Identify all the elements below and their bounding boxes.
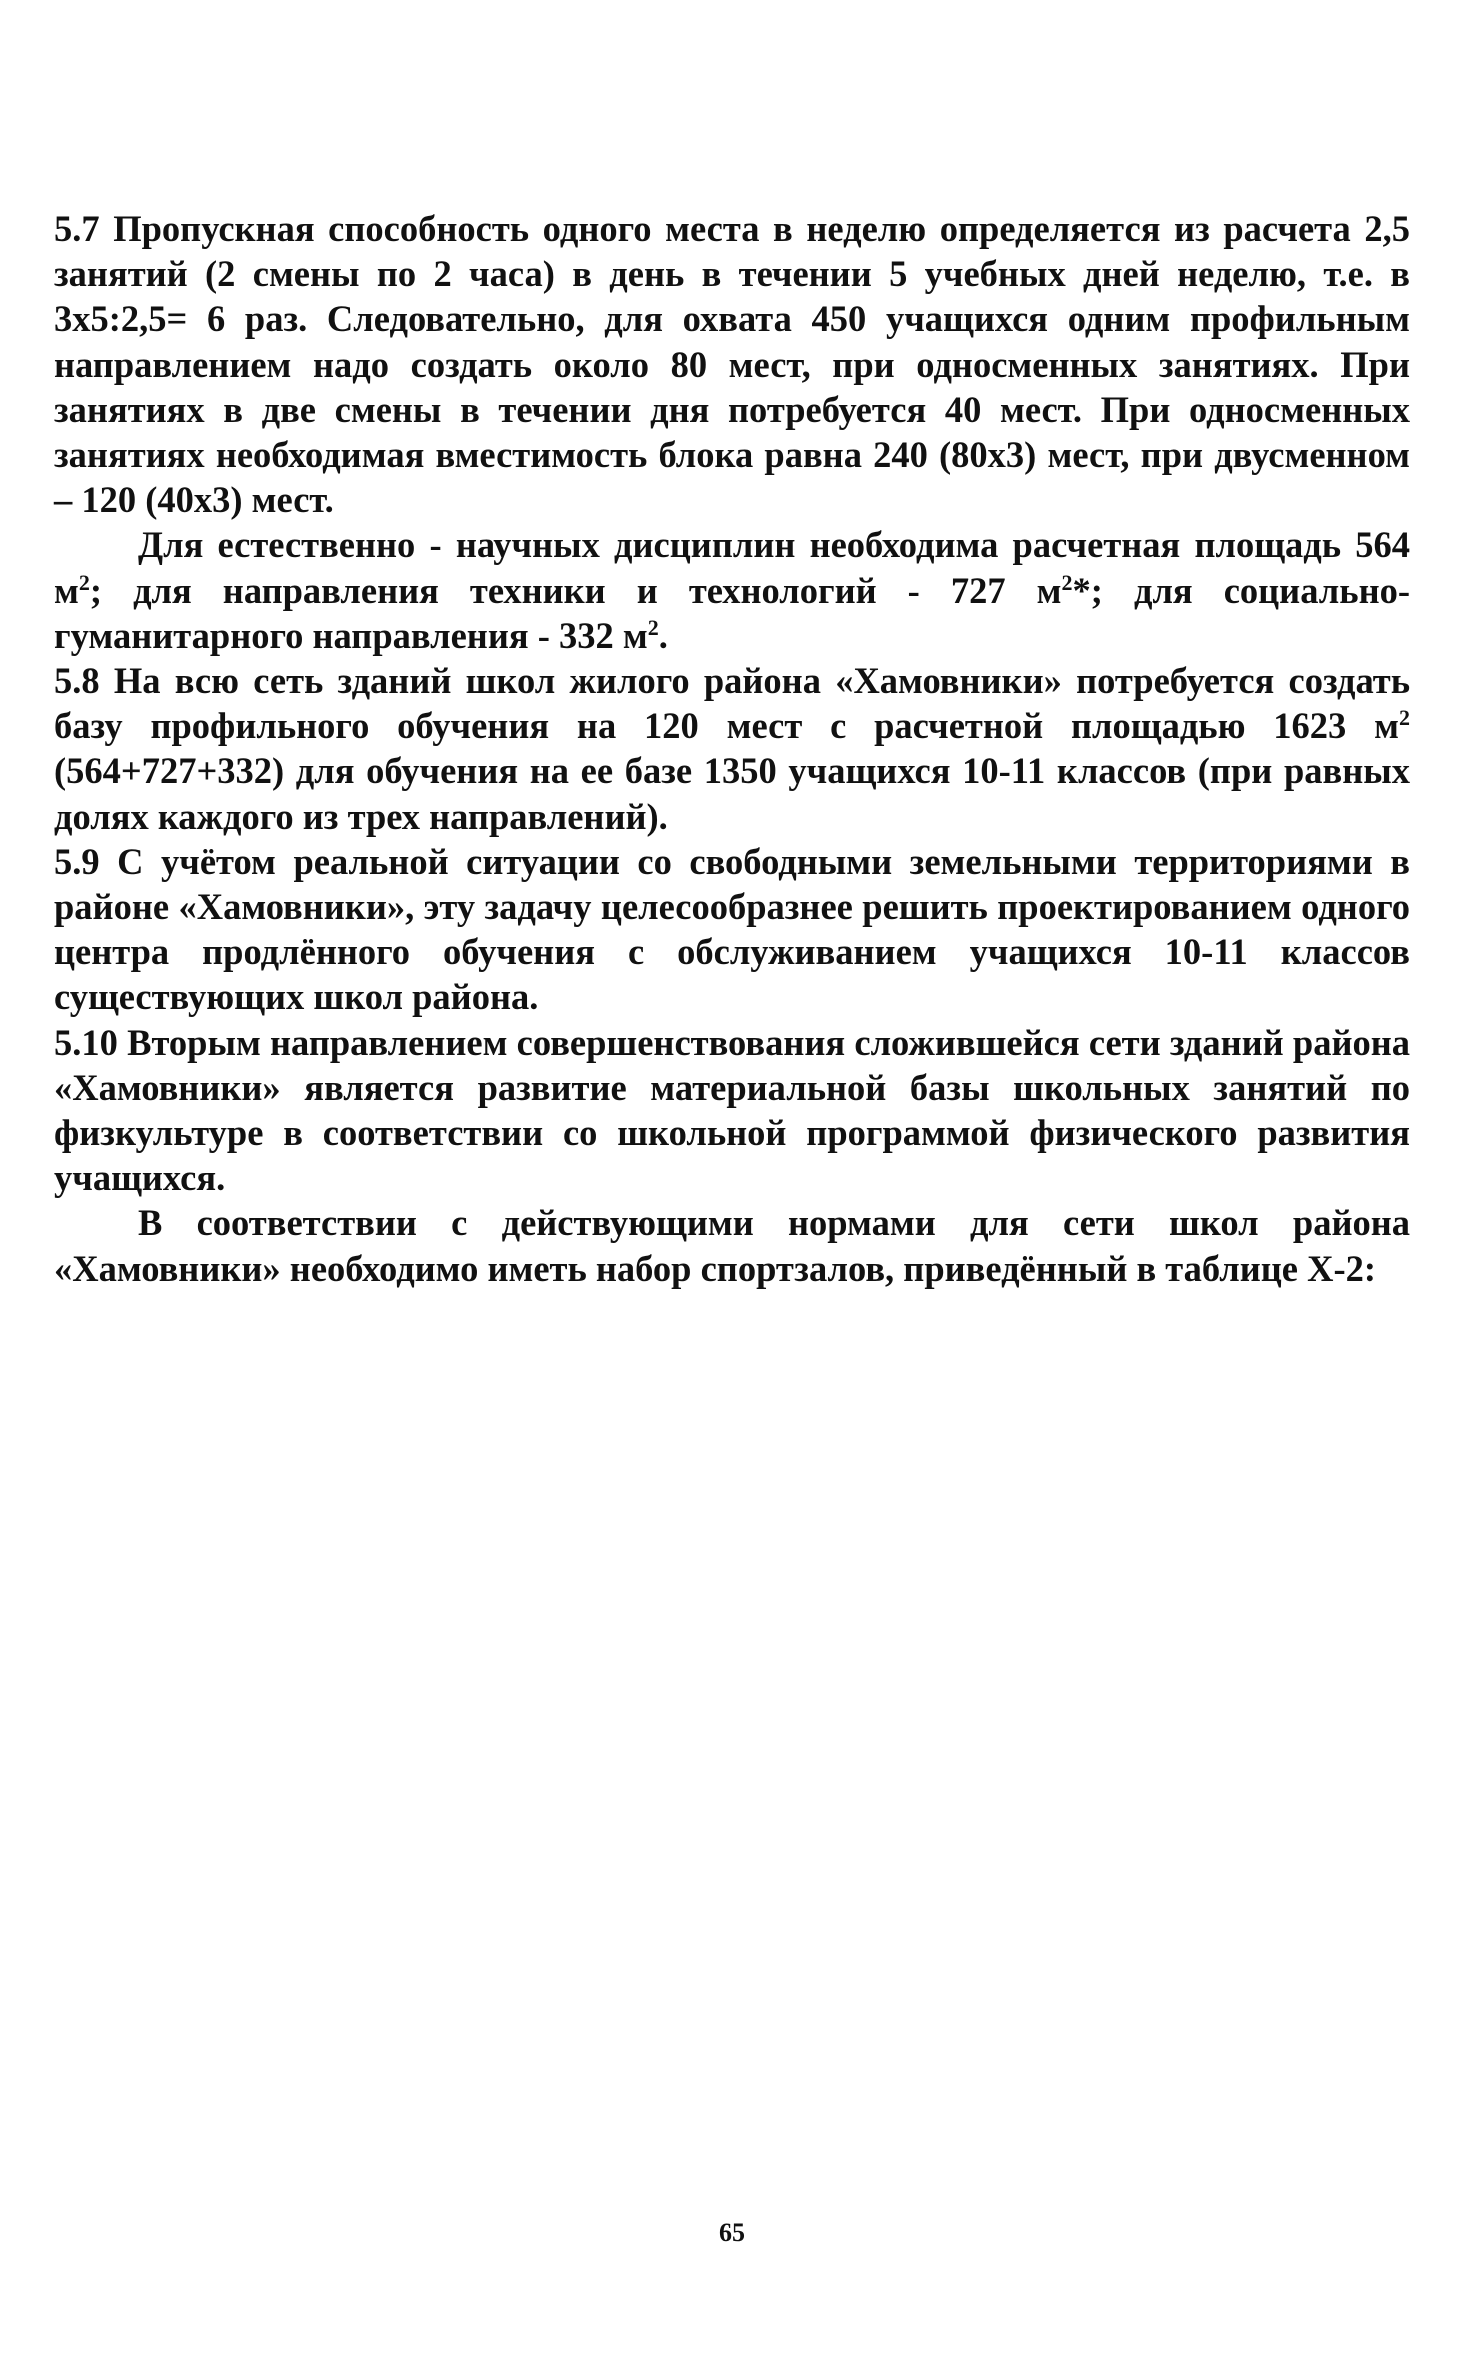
superscript: 2 xyxy=(1061,569,1073,595)
paragraph-text: (564+727+332) для обучения на ее базе 1350 учащихся 10-11 классов (при равных долях каждого из трех направлений). xyxy=(54,750,1410,837)
paragraph-p-5-8 xyxy=(54,658,1410,839)
paragraph-text: ; для направления техники и технологий - 727 м xyxy=(89,569,1062,611)
paragraph-text: 5.8 На всю сеть зданий школ жилого района «Хамовники» потребуется создать базу профильного обучения на 120 мест с расчетной площадью 1623 м xyxy=(54,660,1410,747)
paragraph-text: 5.7 Пропускная способность одного места в неделю определяется из расчета 2,5 занятий (2 смены по 2 часа) в день в течении 5 учебных дней неделю, т.е. в 3х5:2,5= 6 раз. Следовательно, для охвата 450 учащихся одним профильным направлением надо создать около 80 мест, при односменных занятиях. При занятиях в две смены в течении дня потребуется 40 мест. При односменных занятиях необходимая вместимость блока равна 240 (80х3) мест, при двусменном – 120 (40х3) мест. xyxy=(54,208,1410,521)
paragraph-text: В соответствии с действующими нормами для сети школ района «Хамовники» необходимо иметь набор спортзалов, приведённый в таблице Х-2: xyxy=(54,1202,1410,1289)
superscript: 2 xyxy=(647,614,659,640)
paragraph-p-areas xyxy=(54,522,1410,658)
paragraph-text: . xyxy=(658,614,668,656)
paragraph-p-norms xyxy=(54,1200,1410,1290)
paragraph-p-5-7 xyxy=(54,206,1410,522)
paragraph-p-5-10 xyxy=(54,1020,1410,1201)
superscript: 2 xyxy=(1399,705,1410,731)
superscript: 2 xyxy=(78,569,90,595)
paragraph-text: 5.10 Вторым направлением совершенствования сложившейся сети зданий района «Хамовники» является развитие материальной базы школьных занятий по физкультуре в соответствии со школьной программой физического развития учащихся. xyxy=(54,1021,1410,1199)
paragraph-p-5-9 xyxy=(54,839,1410,1020)
paragraph-text: 5.9 С учётом реальной ситуации со свободными земельными территориями в районе «Хамовники», эту задачу целесообразнее решить проектированием одного центра продлённого обучения с обслуживанием учащихся 10-11 классов существующих школ района. xyxy=(54,840,1410,1018)
page-number: 65 xyxy=(719,2218,745,2247)
paragraph-text: Для естественно - научных дисциплин необходима расчетная площадь 564 м xyxy=(54,524,1410,611)
body-text xyxy=(54,206,1410,1291)
paragraph-text: *; для социально-гуманитарного направления - 332 м xyxy=(54,569,1411,656)
